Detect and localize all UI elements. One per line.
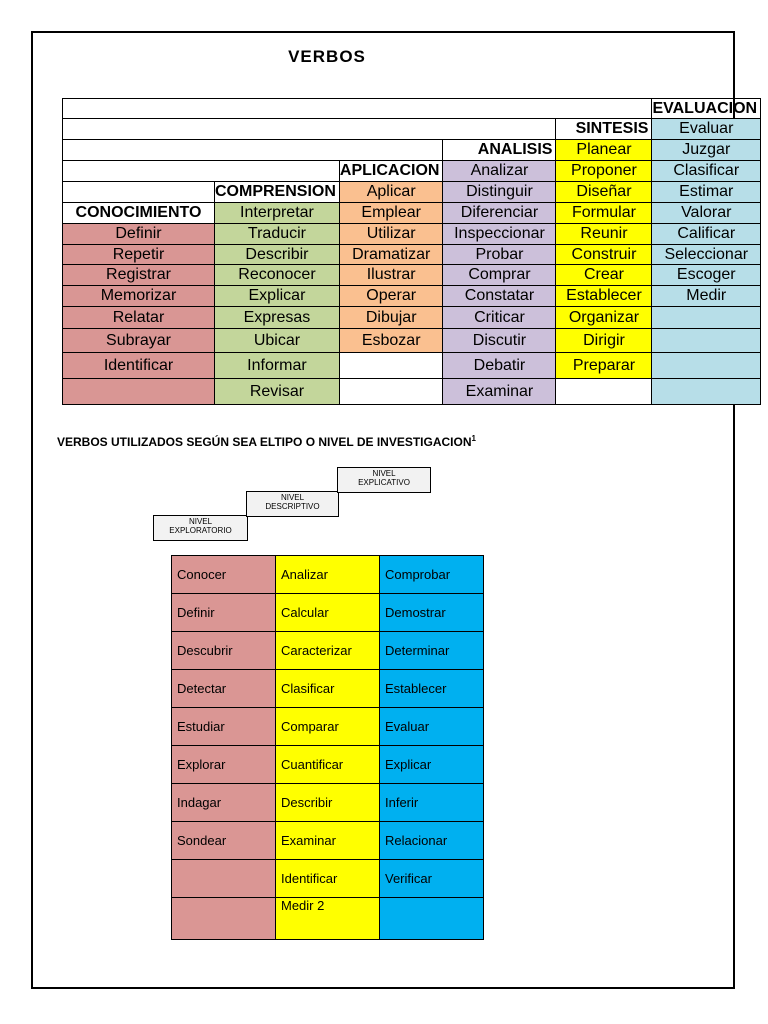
bloom-empty-cell (339, 379, 443, 405)
step-nivel-explicativo (337, 467, 431, 493)
verb-evaluacion: Escoger (652, 265, 761, 286)
levels-row (172, 670, 484, 708)
verb-sintesis: Planear (556, 140, 652, 161)
verb-analisis: Discutir (443, 329, 556, 353)
verb-nivel-exploratorio (172, 898, 276, 940)
verb-nivel-explicativo: Inferir (380, 784, 484, 822)
bloom-empty-cell (63, 140, 443, 161)
bloom-empty-cell (652, 329, 761, 353)
verb-evaluacion: Calificar (652, 224, 761, 245)
bloom-table-body (63, 99, 761, 405)
verb-nivel-explicativo: Evaluar (380, 708, 484, 746)
bloom-empty-cell (652, 379, 761, 405)
page-title: VERBOS (288, 47, 366, 66)
verb-comprension: Reconocer (215, 265, 340, 286)
verb-conocimiento: Identificar (63, 353, 215, 379)
bloom-empty-cell (63, 379, 215, 405)
levels-row (172, 898, 484, 940)
verb-sintesis: Proponer (556, 161, 652, 182)
verb-nivel-explicativo (380, 898, 484, 940)
verb-nivel-exploratorio: Indagar (172, 784, 276, 822)
bloom-empty-cell (63, 161, 340, 182)
verb-aplicacion: Dramatizar (339, 245, 443, 265)
verb-comprension: Traducir (215, 224, 340, 245)
verb-nivel-descriptivo: Examinar (276, 822, 380, 860)
verb-analisis: Examinar (443, 379, 556, 405)
verb-aplicacion: Aplicar (339, 182, 443, 203)
verb-nivel-explicativo: Verificar (380, 860, 484, 898)
footnote-marker: 1 (471, 434, 476, 443)
verb-aplicacion: Operar (339, 286, 443, 307)
verb-aplicacion: Esbozar (339, 329, 443, 353)
levels-row (172, 708, 484, 746)
verb-nivel-exploratorio: Definir (172, 594, 276, 632)
bloom-row (63, 203, 761, 224)
verb-evaluacion: Estimar (652, 182, 761, 203)
verb-aplicacion: Utilizar (339, 224, 443, 245)
verb-nivel-descriptivo: Cuantificar (276, 746, 380, 784)
verb-comprension: Describir (215, 245, 340, 265)
verb-sintesis: Dirigir (556, 329, 652, 353)
verb-conocimiento: Repetir (63, 245, 215, 265)
verb-sintesis: Preparar (556, 353, 652, 379)
levels-row (172, 594, 484, 632)
step-label-nivel: NIVEL (372, 469, 396, 478)
levels-subtitle-text: VERBOS UTILIZADOS SEGÚN SEA ELTIPO O NIVEL DE INVESTIGACION (57, 435, 472, 449)
bloom-empty-cell (652, 353, 761, 379)
verb-evaluacion: Medir (652, 286, 761, 307)
step-nivel-exploratorio (153, 515, 248, 541)
verb-evaluacion: Clasificar (652, 161, 761, 182)
verb-evaluacion: Juzgar (652, 140, 761, 161)
levels-subtitle (57, 434, 476, 449)
header-conocimiento: CONOCIMIENTO (63, 203, 215, 224)
bloom-empty-cell (63, 119, 556, 140)
verb-aplicacion: Dibujar (339, 307, 443, 329)
verb-aplicacion: Ilustrar (339, 265, 443, 286)
bloom-empty-cell (63, 182, 215, 203)
verb-nivel-descriptivo: Comparar (276, 708, 380, 746)
verb-analisis: Probar (443, 245, 556, 265)
verb-nivel-exploratorio: Conocer (172, 556, 276, 594)
verb-sintesis: Construir (556, 245, 652, 265)
bloom-row (63, 182, 761, 203)
verb-nivel-exploratorio (172, 860, 276, 898)
step-label-descriptivo: DESCRIPTIVO (265, 502, 320, 511)
verb-nivel-explicativo: Demostrar (380, 594, 484, 632)
levels-row (172, 860, 484, 898)
bloom-row (63, 224, 761, 245)
header-aplicacion: APLICACION (339, 161, 443, 182)
levels-row (172, 822, 484, 860)
verb-nivel-descriptivo: Describir (276, 784, 380, 822)
bloom-row (63, 119, 761, 140)
verb-nivel-descriptivo: Analizar (276, 556, 380, 594)
bloom-empty-cell (556, 379, 652, 405)
header-comprension: COMPRENSION (215, 182, 340, 203)
bloom-row (63, 307, 761, 329)
bloom-row (63, 286, 761, 307)
step-label-exploratorio: EXPLORATORIO (169, 526, 232, 535)
bloom-row (63, 379, 761, 405)
levels-row (172, 746, 484, 784)
verb-conocimiento: Subrayar (63, 329, 215, 353)
verb-nivel-descriptivo: Clasificar (276, 670, 380, 708)
step-nivel-descriptivo (246, 491, 339, 517)
bloom-row (63, 265, 761, 286)
research-levels-table (171, 555, 484, 940)
verb-nivel-exploratorio: Descubrir (172, 632, 276, 670)
levels-row (172, 632, 484, 670)
bloom-empty-cell (339, 353, 443, 379)
bloom-row (63, 99, 761, 119)
verb-conocimiento: Registrar (63, 265, 215, 286)
verb-sintesis: Establecer (556, 286, 652, 307)
verb-nivel-descriptivo: Calcular (276, 594, 380, 632)
levels-table-body (172, 556, 484, 940)
bloom-row (63, 245, 761, 265)
bloom-row (63, 161, 761, 182)
verb-analisis: Comprar (443, 265, 556, 286)
verb-analisis: Analizar (443, 161, 556, 182)
verb-analisis: Constatar (443, 286, 556, 307)
verb-sintesis: Reunir (556, 224, 652, 245)
verb-nivel-descriptivo: Medir 2 (276, 898, 380, 940)
step-label-explicativo: EXPLICATIVO (358, 478, 410, 487)
verb-analisis: Debatir (443, 353, 556, 379)
verb-sintesis: Organizar (556, 307, 652, 329)
verb-sintesis: Formular (556, 203, 652, 224)
verb-comprension: Interpretar (215, 203, 340, 224)
verb-evaluacion: Valorar (652, 203, 761, 224)
verb-analisis: Distinguir (443, 182, 556, 203)
verb-evaluacion: Seleccionar (652, 245, 761, 265)
verb-nivel-explicativo: Establecer (380, 670, 484, 708)
verb-conocimiento: Memorizar (63, 286, 215, 307)
verb-nivel-explicativo: Comprobar (380, 556, 484, 594)
verb-comprension: Ubicar (215, 329, 340, 353)
verb-aplicacion: Emplear (339, 203, 443, 224)
verb-nivel-exploratorio: Explorar (172, 746, 276, 784)
bloom-empty-cell (63, 99, 652, 119)
verb-nivel-descriptivo: Identificar (276, 860, 380, 898)
bloom-verbs-table (62, 98, 761, 405)
levels-row (172, 556, 484, 594)
verb-sintesis: Crear (556, 265, 652, 286)
verb-nivel-exploratorio: Sondear (172, 822, 276, 860)
bloom-row (63, 140, 761, 161)
verb-analisis: Criticar (443, 307, 556, 329)
verb-nivel-explicativo: Determinar (380, 632, 484, 670)
header-evaluacion: EVALUACION (652, 99, 761, 119)
header-sintesis: SINTESIS (556, 119, 652, 140)
verb-analisis: Diferenciar (443, 203, 556, 224)
bloom-row (63, 329, 761, 353)
verb-comprension: Informar (215, 353, 340, 379)
step-label-nivel: NIVEL (280, 493, 305, 502)
verb-comprension: Explicar (215, 286, 340, 307)
verb-nivel-descriptivo: Caracterizar (276, 632, 380, 670)
bloom-empty-cell (652, 307, 761, 329)
levels-row (172, 784, 484, 822)
verb-nivel-exploratorio: Detectar (172, 670, 276, 708)
bloom-row (63, 353, 761, 379)
verb-conocimiento: Relatar (63, 307, 215, 329)
verb-comprension: Revisar (215, 379, 340, 405)
verb-conocimiento: Definir (63, 224, 215, 245)
verb-evaluacion: Evaluar (652, 119, 761, 140)
verb-nivel-exploratorio: Estudiar (172, 708, 276, 746)
verb-nivel-explicativo: Explicar (380, 746, 484, 784)
verb-comprension: Expresas (215, 307, 340, 329)
verb-nivel-explicativo: Relacionar (380, 822, 484, 860)
step-label-nivel: NIVEL (188, 517, 213, 526)
verb-sintesis: Diseñar (556, 182, 652, 203)
header-analisis: ANALISIS (443, 140, 556, 161)
verb-analisis: Inspeccionar (443, 224, 556, 245)
